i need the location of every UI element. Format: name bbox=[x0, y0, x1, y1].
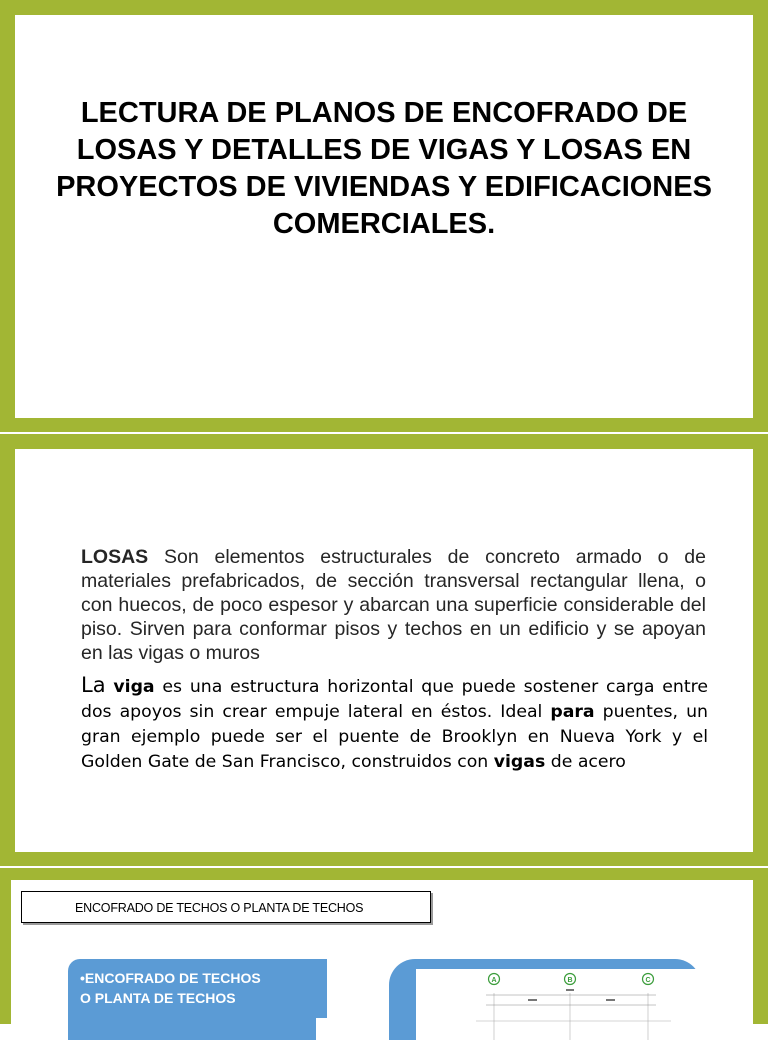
encofrado-label-line-2: O PLANTA DE TECHOS bbox=[80, 990, 236, 1006]
viga-text-3: de acero bbox=[545, 752, 626, 772]
slide-2-frame bbox=[0, 434, 768, 866]
dimension-text-mark bbox=[566, 989, 574, 991]
viga-paragraph bbox=[81, 673, 708, 775]
axis-bubble-a bbox=[489, 974, 500, 985]
slide-1 bbox=[15, 15, 753, 418]
losas-definition: Son elementos estructurales de concreto armado o de materiales prefabricados, de sección transversal rectangular llena, o con huecos, de poco espesor y abarcan una superficie considerable del piso. Sirven para conformar pisos y techos en un edificio y se apoyan en las vigas o muros bbox=[81, 546, 706, 664]
axis-label-b: B bbox=[567, 977, 573, 984]
losas-paragraph bbox=[81, 545, 706, 665]
viga-text-2: puentes, un gran ejemplo puede ser el puente de Brooklyn en Nueva York y el Golden Gate de San Francisco, construidos con bbox=[81, 702, 708, 772]
slide-2 bbox=[15, 449, 753, 852]
dimension-text-mark-2 bbox=[606, 999, 615, 1001]
slide-3-frame bbox=[0, 868, 768, 1024]
encofrado-label bbox=[80, 968, 261, 1008]
losas-term: LOSAS bbox=[81, 546, 149, 568]
slide-title: LECTURA DE PLANOS DE ENCOFRADO DE LOSAS Y DETALLES DE VIGAS Y LOSAS EN PROYECTOS DE VIVIENDAS Y EDIFICACIONES COMERCIALES. bbox=[56, 97, 712, 240]
axis-bubble-c bbox=[643, 974, 654, 985]
axis-label-c: C bbox=[645, 977, 651, 984]
viga-para: para bbox=[550, 702, 595, 722]
encofrado-label-line-1: •ENCOFRADO DE TECHOS bbox=[80, 970, 261, 986]
roof-plan-svg bbox=[416, 969, 701, 1040]
slide-3-caption: ENCOFRADO DE TECHOS O PLANTA DE TECHOS bbox=[21, 891, 431, 923]
dimension-text-mark-1 bbox=[528, 999, 537, 1001]
viga-text-1: es una estructura horizontal que puede sostener carga entre dos apoyos sin crear empuje lateral en éstos. Ideal bbox=[81, 677, 708, 722]
label-box-inset bbox=[316, 1018, 328, 1040]
axis-label-a: A bbox=[491, 977, 497, 984]
viga-term: viga bbox=[113, 677, 155, 697]
axis-bubble-b bbox=[565, 974, 576, 985]
roof-plan-drawing bbox=[416, 969, 701, 1040]
slide-3 bbox=[11, 880, 753, 1040]
viga-vigas: vigas bbox=[493, 752, 546, 772]
viga-lead: La bbox=[81, 673, 106, 697]
slide-1-frame bbox=[0, 0, 768, 432]
encofrado-label-box bbox=[68, 959, 327, 1040]
